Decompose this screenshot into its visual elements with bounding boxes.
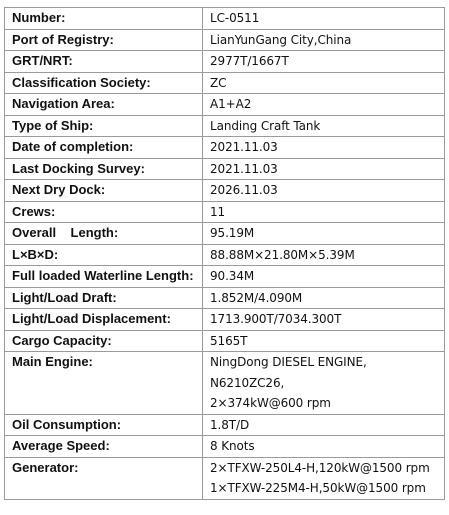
spec-row bbox=[5, 29, 445, 51]
spec-value: 2021.11.03 bbox=[210, 161, 278, 176]
spec-value-cell bbox=[203, 51, 445, 73]
spec-value-cell bbox=[203, 457, 445, 499]
spec-value-cell bbox=[203, 137, 445, 159]
spec-value: 1.852M/4.090M bbox=[210, 290, 303, 305]
spec-value: 1713.900T/7034.300T bbox=[210, 312, 342, 326]
spec-label: Overall Length: bbox=[5, 223, 203, 245]
spec-value-cell bbox=[203, 414, 445, 436]
spec-value: 2×TFXW-250L4-H,120kW@1500 rpm bbox=[210, 460, 430, 475]
spec-row bbox=[5, 8, 445, 30]
ship-spec-sheet bbox=[4, 7, 444, 500]
spec-row bbox=[5, 244, 445, 266]
spec-value: LianYunGang City,China bbox=[210, 32, 352, 47]
spec-value-cell bbox=[203, 94, 445, 116]
spec-row bbox=[5, 287, 445, 309]
spec-row bbox=[5, 180, 445, 202]
spec-label: GRT/NRT: bbox=[5, 51, 203, 73]
spec-row bbox=[5, 158, 445, 180]
spec-row bbox=[5, 457, 445, 499]
ship-spec-table bbox=[4, 7, 445, 500]
spec-value: N6210ZC26, bbox=[210, 375, 285, 390]
spec-label: Light/Load Draft: bbox=[5, 287, 203, 309]
spec-row bbox=[5, 352, 445, 415]
spec-value-cell bbox=[203, 330, 445, 352]
spec-label: Port of Registry: bbox=[5, 29, 203, 51]
spec-value: 8 Knots bbox=[210, 439, 255, 453]
spec-value-cell bbox=[203, 244, 445, 266]
spec-value: 2021.11.03 bbox=[210, 140, 278, 154]
spec-value-cell bbox=[203, 223, 445, 245]
spec-value-cell bbox=[203, 72, 445, 94]
spec-value-cell bbox=[203, 309, 445, 331]
spec-value-cell bbox=[203, 287, 445, 309]
spec-label: Navigation Area: bbox=[5, 94, 203, 116]
spec-label: Date of completion: bbox=[5, 137, 203, 159]
spec-value: 88.88M×21.80M×5.39M bbox=[210, 247, 355, 262]
spec-label: Light/Load Displacement: bbox=[5, 309, 203, 331]
spec-row bbox=[5, 51, 445, 73]
spec-row bbox=[5, 223, 445, 245]
spec-row bbox=[5, 414, 445, 436]
spec-label: Average Speed: bbox=[5, 436, 203, 458]
spec-row bbox=[5, 201, 445, 223]
spec-value: 1.8T/D bbox=[210, 417, 250, 432]
spec-label: Type of Ship: bbox=[5, 115, 203, 137]
spec-value-cell bbox=[203, 158, 445, 180]
spec-value: 5165T bbox=[210, 333, 248, 348]
spec-value: A1+A2 bbox=[210, 97, 252, 111]
spec-value: 90.34M bbox=[210, 269, 255, 283]
spec-row bbox=[5, 436, 445, 458]
spec-label: Next Dry Dock: bbox=[5, 180, 203, 202]
spec-value: Landing Craft Tank bbox=[210, 118, 321, 133]
spec-label: L×B×D: bbox=[5, 244, 203, 266]
spec-value: 2×374kW@600 rpm bbox=[210, 396, 331, 410]
spec-value-cell bbox=[203, 201, 445, 223]
spec-value: 95.19M bbox=[210, 226, 255, 240]
spec-label: Last Docking Survey: bbox=[5, 158, 203, 180]
spec-row bbox=[5, 72, 445, 94]
spec-row bbox=[5, 266, 445, 288]
spec-value: 11 bbox=[210, 204, 226, 219]
spec-value: NingDong DIESEL ENGINE, bbox=[210, 355, 367, 369]
spec-label: Crews: bbox=[5, 201, 203, 223]
spec-value-cell bbox=[203, 436, 445, 458]
spec-value-cell bbox=[203, 29, 445, 51]
spec-value-cell bbox=[203, 180, 445, 202]
spec-value: ZC bbox=[210, 75, 227, 90]
spec-row bbox=[5, 115, 445, 137]
spec-label: Cargo Capacity: bbox=[5, 330, 203, 352]
spec-row bbox=[5, 137, 445, 159]
spec-value-cell bbox=[203, 8, 445, 30]
ship-spec-table-body bbox=[5, 8, 445, 500]
spec-value: 2977T/1667T bbox=[210, 54, 289, 68]
spec-value: 2026.11.03 bbox=[210, 183, 278, 197]
spec-label: Number: bbox=[5, 8, 203, 30]
spec-value-cell bbox=[203, 352, 445, 415]
spec-label: Oil Consumption: bbox=[5, 414, 203, 436]
spec-label: Classification Society: bbox=[5, 72, 203, 94]
spec-label: Full loaded Waterline Length: bbox=[5, 266, 203, 288]
spec-value: 1×TFXW-225M4-H,50kW@1500 rpm bbox=[210, 481, 426, 495]
spec-row bbox=[5, 94, 445, 116]
spec-value-cell bbox=[203, 266, 445, 288]
spec-value-cell bbox=[203, 115, 445, 137]
spec-label: Generator: bbox=[5, 457, 203, 499]
spec-value: LC-0511 bbox=[210, 11, 260, 25]
spec-label: Main Engine: bbox=[5, 352, 203, 415]
spec-row bbox=[5, 330, 445, 352]
spec-row bbox=[5, 309, 445, 331]
